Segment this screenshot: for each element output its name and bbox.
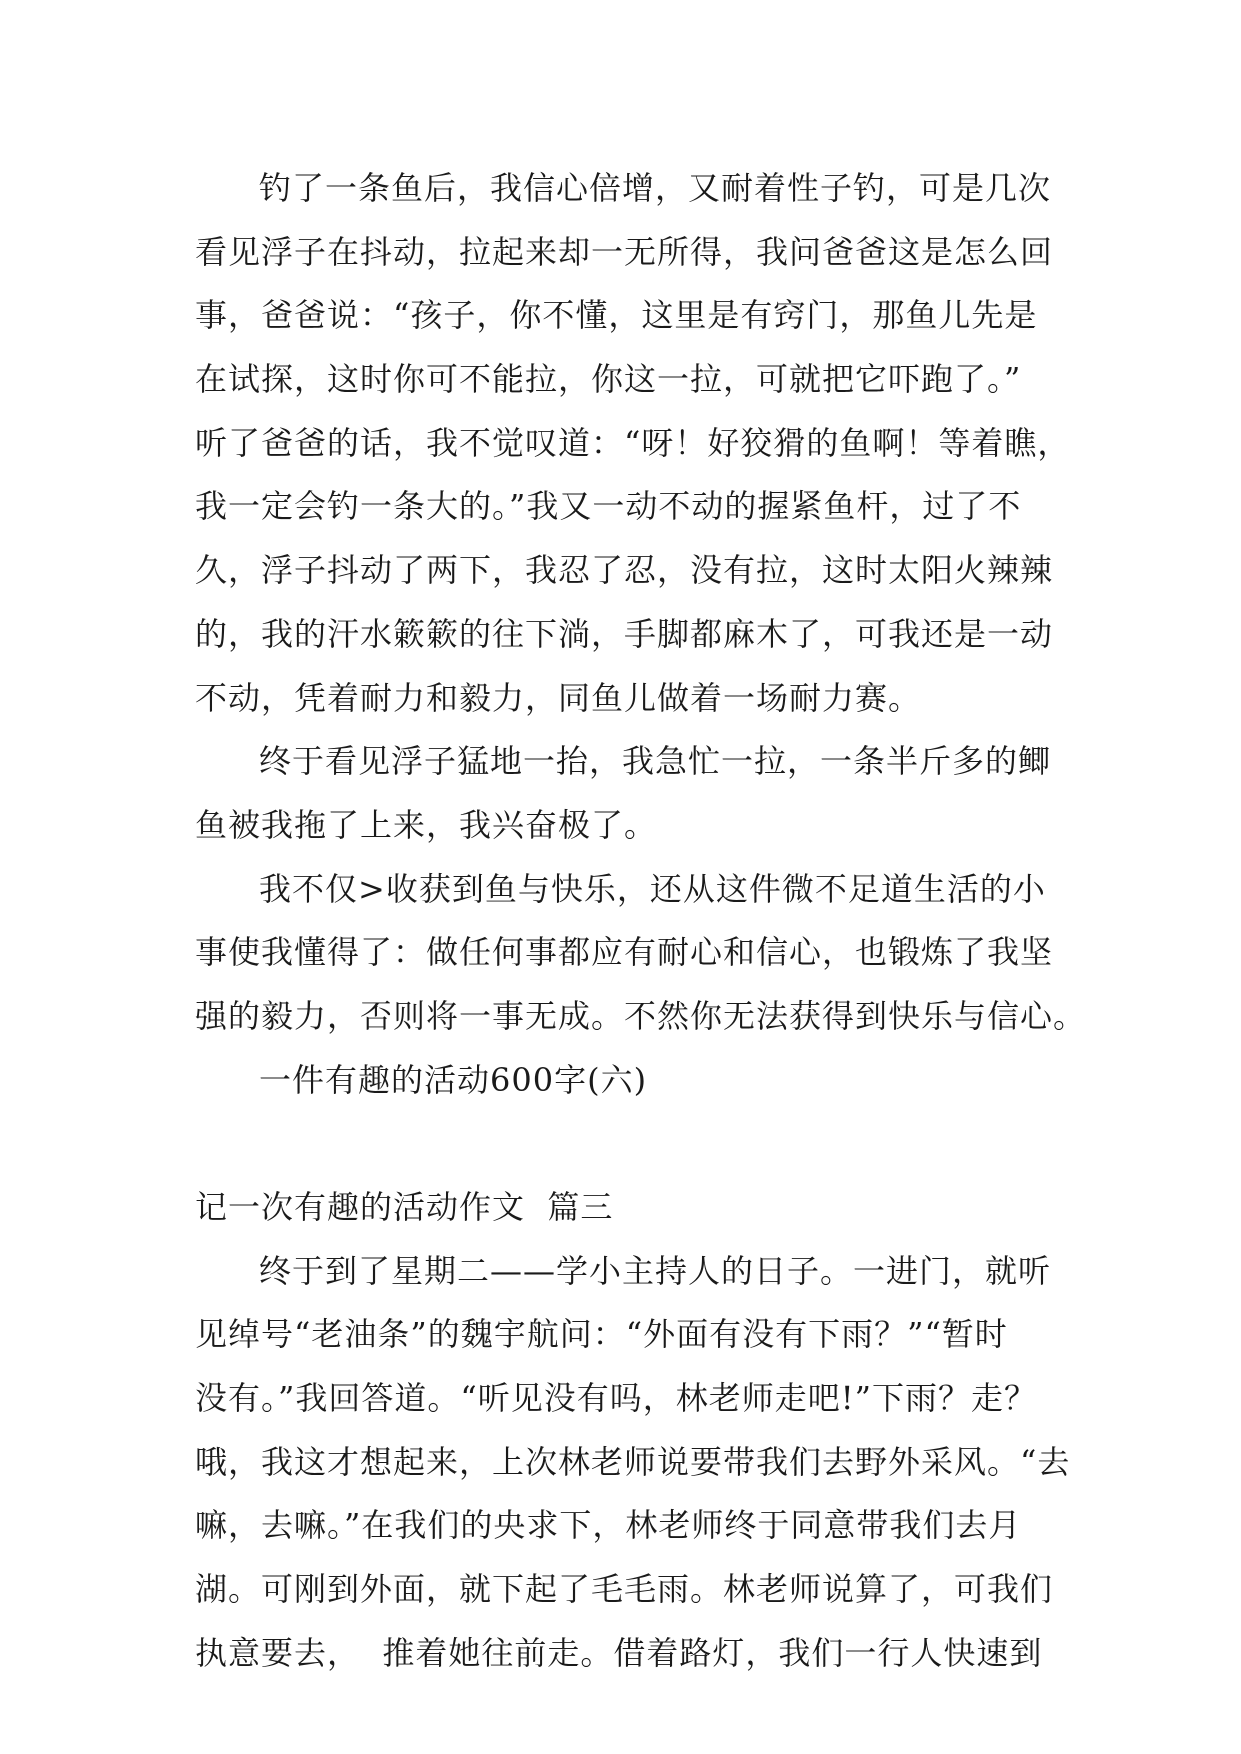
text-line: 我一定会钓一条大的。”我又一动不动的握紧鱼杆，过了不 bbox=[195, 487, 1022, 526]
paragraph-catch-fish bbox=[195, 730, 1055, 857]
text-line: 我不仅>收获到鱼与快乐，还从这件微不足道生活的小 bbox=[259, 869, 1046, 908]
text-line: 哦，我这才想起来，上次林老师说要带我们去野外采风。“去 bbox=[195, 1442, 1071, 1481]
paragraph-fishing-patience bbox=[195, 157, 1071, 730]
text-line: 事，爸爸说：“孩子，你不懂，这里是有窍门，那鱼儿先是 bbox=[195, 296, 1038, 335]
text-line: 终于到了星期二——学小主持人的日子。一进门，就听 bbox=[259, 1251, 1052, 1290]
text-line: 事使我懂得了：做任何事都应有耐心和信心，也锻炼了我坚 bbox=[195, 933, 1054, 972]
text-line: 嘛，去嘛。”在我们的央求下，林老师终于同意带我们去月 bbox=[195, 1506, 1022, 1545]
paragraph-host-class bbox=[195, 1240, 1071, 1686]
text-line: 执意要去， 推着她往前走。借着路灯，我们一行人快速到 bbox=[195, 1633, 1043, 1672]
section-heading: 记一次有趣的活动作文 篇三 bbox=[195, 1188, 614, 1226]
document-body bbox=[195, 157, 1087, 1686]
text-line: 不动，凭着耐力和毅力，同鱼儿做着一场耐力赛。 bbox=[195, 678, 922, 717]
text-line: 湖。可刚到外面，就下起了毛毛雨。林老师说算了，可我们 bbox=[195, 1570, 1054, 1609]
essay-subtitle: 一件有趣的活动600字(六) bbox=[259, 1060, 648, 1099]
text-line: 的，我的汗水簌簌的往下淌，手脚都麻木了，可我还是一动 bbox=[195, 614, 1054, 653]
text-line: 没有。”我回答道。“听见没有吗，林老师走吧!”下雨？走？ bbox=[195, 1379, 1037, 1418]
text-line: 看见浮子在抖动，拉起来却一无所得，我问爸爸这是怎么回 bbox=[195, 232, 1054, 271]
paragraph-conclusion bbox=[195, 858, 1087, 1049]
text-line: 久，浮子抖动了两下，我忍了忍，没有拉，这时太阳火辣辣 bbox=[195, 551, 1054, 590]
text-line: 见绰号“老油条”的魏宇航问：“外面有没有下雨？”“暂时 bbox=[195, 1315, 1008, 1354]
spacer bbox=[195, 1112, 1055, 1176]
text-line: 强的毅力，否则将一事无成。不然你无法获得到快乐与信心。 bbox=[195, 996, 1087, 1035]
text-line: 终于看见浮子猛地一抬，我急忙一拉，一条半斤多的鲫 bbox=[259, 742, 1052, 781]
text-line: 鱼被我拖了上来，我兴奋极了。 bbox=[195, 805, 658, 844]
text-line: 钓了一条鱼后，我信心倍增，又耐着性子钓，可是几次 bbox=[259, 169, 1052, 207]
text-line: 在试探，这时你可不能拉，你这一拉，可就把它吓跑了。” bbox=[195, 360, 1022, 399]
text-line: 听了爸爸的话，我不觉叹道：“呀！好狡猾的鱼啊！等着瞧， bbox=[195, 423, 1071, 462]
